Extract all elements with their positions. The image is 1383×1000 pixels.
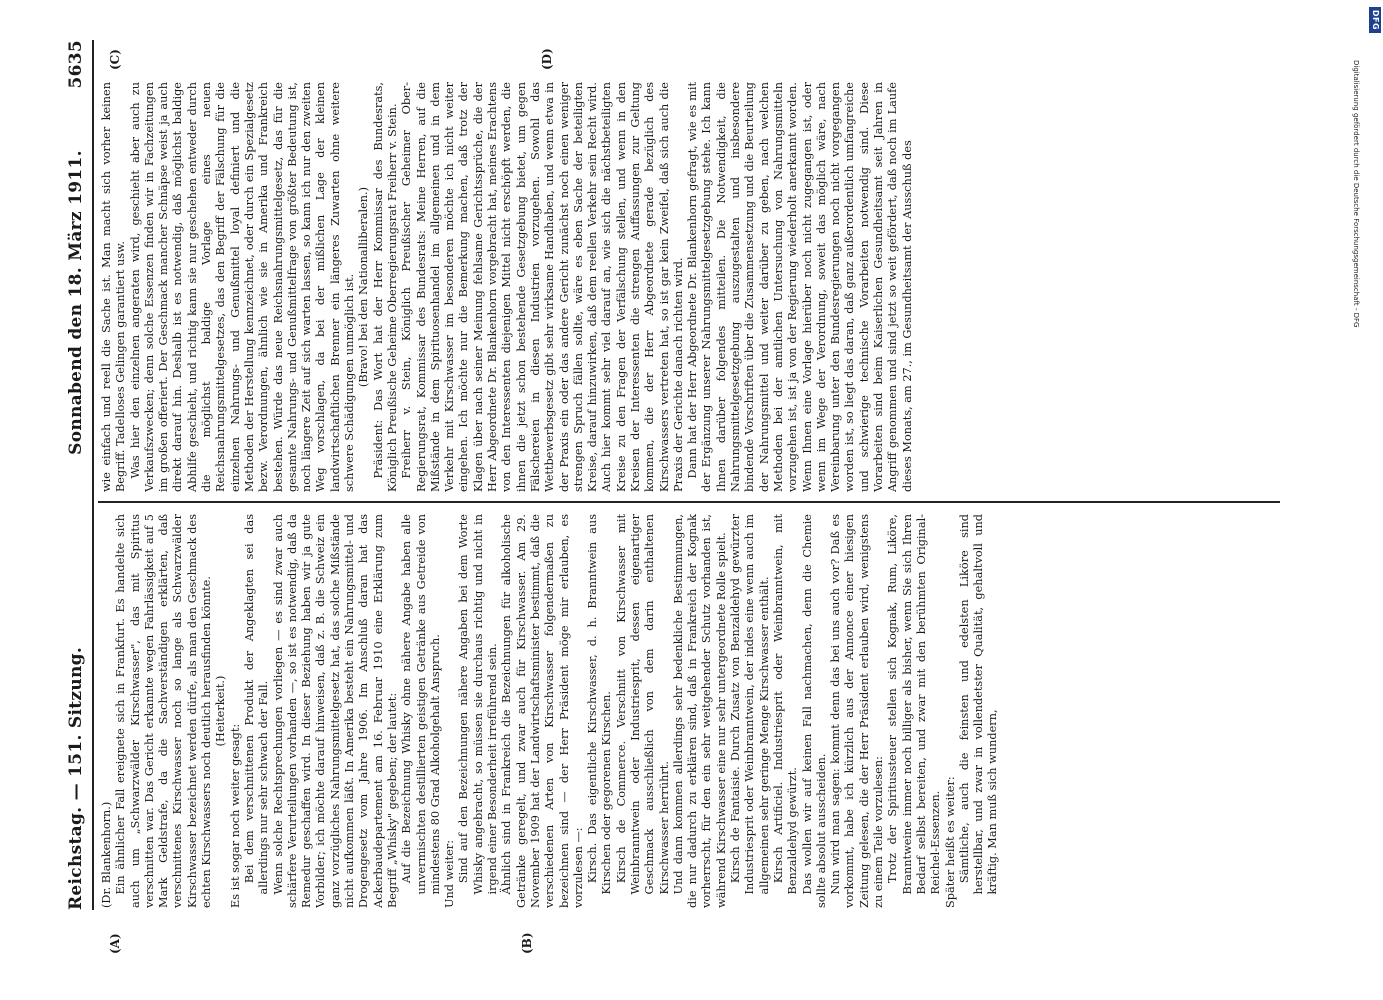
dfg-logo: DFG bbox=[1369, 7, 1381, 33]
left-column-paragraph: Nun wird man sagen: kommt denn das bei uns auch vor? Daß es vorkommt, habe ich kürzlich aus der Annonce einer hiesigen Zeitung gelesen, die der Herr Präsident erlauben wird, wenigstens zu einem Teile vorzulesen: bbox=[829, 514, 886, 908]
right-column-paragraph: (Bravo! bei den Nationalliberalen.) bbox=[357, 186, 371, 388]
margin-marker-a: (A) bbox=[108, 933, 122, 954]
left-column-paragraph: Es ist sogar noch weiter gesagt: bbox=[228, 723, 242, 908]
page-header bbox=[62, 40, 90, 910]
header-session-title: Reichstag. — 151. Sitzung. bbox=[66, 646, 86, 910]
right-column-paragraph: Freiherr v. Stein, Königlich Preußischer Geheimer Ober-Regierungsrat, Kommissar des Bundesrats: Meine Herren, auf die Mißstände in dem Spirituosenhandel im allgemeinen und in dem Verkehr mit Kirschwasser im besonderen möchte ich nicht weiter eingehen. Ich möchte nur die Bemerkung machen, daß trotz der Klagen über nach seiner Meinung fehlsame Gerichtssprüche, die der Herr Abgeordnete Dr. Blankenhorn vorgebracht hat, meines Erachtens von den Interessenten diejenigen Mittel nicht erschöpft werden, die ihnen die jetzt schon bestehende Gesetzgebung bietet, um gegen Fälschereien in diesen Industrien vorzugehen. Sowohl das Wettbewerbsgesetz gibt sehr wirksame Handhaben, und wenn etwa in der Praxis ein oder das andere Gericht zunächst noch einen weniger strengen Spruch fällen sollte, wäre es eben Sache der beteiligten Kreise, darauf hinzuwirken, daß dem reellen Verkehr sein Recht wird. Auch hier kommt sehr viel darauf an, wie sich die nächstbeteiligten Kreise zu den Fragen der Verfälschung stellen, und wenn in den Kreisen der Interessenten die strengen Auffassungen zur Geltung kommen, die der Herr Abgeordnete gerade bezüglich des Kirschwassers vertreten hat, so ist gar kein Zweifel, daß sich auch die Praxis der Gerichte danach richten wird. bbox=[400, 82, 685, 492]
left-column-paragraph: Sind auf den Bezeichnungen nähere Angaben bei dem Worte Whisky angebracht, so müssen sie durchaus richtig und nicht in irgend einer Besonderheit irreführend sein. bbox=[457, 514, 500, 895]
left-column-paragraph: Später heißt es weiter: bbox=[943, 776, 957, 908]
digitization-note: Digitalisierung gefördert durch die Deutsche Forschungsgemeinschaft - DFG bbox=[1352, 60, 1360, 328]
left-column-paragraph: (Heiterkeit.) bbox=[214, 675, 228, 747]
right-column-paragraph: wie einfach und reell die Sache ist. Man macht sich vorher keinen Begriff. Tadelloses Gelingen garantiert usw. bbox=[100, 82, 128, 492]
page-number: 5635 bbox=[66, 40, 86, 89]
left-column-paragraph: Ein ähnlicher Fall ereignete sich in Frankfurt. Es handelte sich auch um „Schwarzwälder Kirschwasser", das mit Spiritus verschnitten war. Das Gericht erkannte wegen Fahrlässigkeit auf 5 Mark Geldstrafe, da die Sachverständigen erklärten, daß verschnittenes Kirschwasser noch so lange als Schwarzwälder Kirschwasser bezeichnet werden dürfe, als man den Geschmack des echten Kirschwassers noch deutlich herausfinden könnte. bbox=[114, 514, 214, 908]
left-column-paragraph: Kirsch. Das eigentliche Kirschwasser, d. h. Branntwein aus Kirschen oder gegorenen Kirschen. bbox=[586, 514, 614, 895]
margin-marker-d: (D) bbox=[540, 48, 554, 70]
margin-marker-b: (B) bbox=[520, 932, 534, 954]
left-column-paragraph: Und weiter: bbox=[443, 839, 457, 908]
header-rule bbox=[92, 40, 94, 910]
header-date: Sonnabend den 18. März 1911. bbox=[66, 150, 86, 455]
column-divider bbox=[98, 501, 1280, 503]
left-column-paragraph: Ähnlich sind in Frankreich die Bezeichnungen für alkoholische Getränke geregelt, und zwar auch für Kirschwasser. Am 29. November 1909 hat der Landwirtschaftsminister bestimmt, daß die verschiedenen Arten von Kirschwasser folgendermaßen zu bezeichnen sind — der Herr Präsident möge mir erlauben, es vorzulesen —: bbox=[500, 514, 585, 908]
left-column-paragraph: Kirsch Artificiel. Industriesprit oder Weinbranntwein, mit Benzaldehyd gewürzt. bbox=[771, 514, 800, 895]
left-column-paragraph: Trotz der Spiritussteuer stellen sich Kognak, Rum, Liköre, Branntweine immer noch billiger als bisher, wenn Sie sich Ihren Bedarf selbst bereiten, und zwar mit den berühmten Original-Reichel-Essenzen. bbox=[886, 514, 943, 895]
right-text-column bbox=[100, 82, 1280, 492]
margin-marker-c: (C) bbox=[108, 49, 122, 70]
left-column-paragraph: Bei dem verschnittenen Produkt der Angeklagten sei das allerdings nur sehr schwach der Fall. bbox=[242, 514, 271, 895]
left-column-paragraph: Kirsch de Commerce. Verschnitt von Kirschwasser mit Weinbranntwein oder Industriesprit, dessen eigenartiger Geschmack ausschließlich von dem darin enthaltenen Kirschwasser herrührt. bbox=[614, 514, 671, 895]
right-column-paragraph: Präsident: Das Wort hat der Herr Kommissar des Bundesrats, Königlich Preußische Geheime Oberregierungsrat Freiherr v. Stein. bbox=[371, 82, 399, 492]
left-text-column bbox=[100, 514, 1280, 908]
left-column-paragraph: Das wollen wir auf keinen Fall nachmachen, denn die Chemie sollte absolut ausscheiden. bbox=[800, 514, 828, 908]
left-column-paragraph: Auf die Bezeichnung Whisky ohne nähere Angabe haben alle unvermischten destillierten geistigen Getränke aus Getreide von mindestens 80 Grad Alkoholgehalt Anspruch. bbox=[400, 514, 442, 895]
left-column-paragraph: Und dann kommen allerdings sehr bedenkliche Bestimmungen, die nur dadurch zu erklären sind, daß in Frankreich der Kognak vorherrscht, für den ein sehr weitgehender Schutz vorhanden ist, während Kirschwasser eine nur sehr untergeordnete Rolle spielt. bbox=[671, 514, 728, 908]
right-column-paragraph: Dann hat der Herr Abgeordnete Dr. Blankenhorn gefragt, wie es mit der Ergänzung unserer Nahrungsmittelgesetzgebung stehe. Ich kann Ihnen darüber folgendes mitteilen. Die Notwendigkeit, die Nahrungsmittelgesetzgebung auszugestalten und insbesondere bindende Vorschriften über die Zusammensetzung und die Beurteilung der Nahrungsmittel und weiter darüber zu geben, nach welchen Methoden bei der amtlichen Untersuchung von Nahrungsmitteln vorzugehen ist, ist ja von der Regierung wiederholt anerkannt worden. Wenn Ihnen eine Vorlage hierüber noch nicht zugegangen ist, oder wenn im Wege der Verordnung, soweit das möglich wäre, nach Vereinbarung unter den Bundesregierungen noch nicht vorgegangen worden ist, so liegt das daran, daß ganz außerordentlich umfangreiche und schwierige technische Vorarbeiten notwendig sind. Diese Vorarbeiten sind beim Kaiserlichen Gesundheitsamt seit Jahren in Angriff genommen und sind jetzt so weit gefördert, daß noch im Laufe dieses Monats, am 27., im Gesundheitsamt der Ausschuß des bbox=[686, 82, 914, 492]
right-column-paragraph: Was hier den einzelnen angeraten wird, geschieht aber auch zu Verkaufszwecken; denn solche Essenzen finden wir in Fachzeitungen im großen offeriert. Der Geschmack mancher Schnäpse weist ja auch direkt darauf hin. Deshalb ist es notwendig, daß möglichst baldige Abhilfe geschieht, und richtig kann sie nur geschehen entweder durch die möglichst baldige Vorlage eines neuen Reichsnahrungsmittelgesetzes, das den Begriff der Fälschung für die einzelnen Nahrungs- und Genußmittel loyal definiert und die Methoden der Herstellung kennzeichnet, oder durch ein Spezialgesetz bezw. Verordnungen, ähnlich wie sie in Amerika und Frankreich bestehen. Würde das neue Reichsnahrungsmittelgesetz, das für die gesamte Nahrungs- und Genußmittelfrage von größter Bedeutung ist, noch längere Zeit auf sich warten lassen, so kann ich nur den zweiten Weg vorschlagen, da bei der mißlichen Lage der kleinen landwirtschaftlichen Brenner ein längeres Zuwarten ohne weitere schwere Schädigungen unmöglich ist. bbox=[128, 82, 357, 492]
left-column-paragraph: (Dr. Blankenhorn.) bbox=[100, 801, 113, 908]
left-column-paragraph: Sämtliche, auch die feinsten und edelsten Liköre sind herstellbar, und zwar in vollendetster Qualität, gehaltvoll und kräftig. Man muß sich wundern, bbox=[957, 514, 1000, 895]
left-column-paragraph: Kirsch de Fantaisie. Durch Zusatz von Benzaldehyd gewürzter Industriesprit oder Weinbranntwein, der indes eine wenn auch im allgemeinen sehr geringe Menge Kirschwasser enthält. bbox=[729, 514, 771, 895]
left-column-paragraph: Wenn solche Rechtsprechungen vorliegen — es sind zwar auch schärfere Verurteilungen vorhanden —, so ist es notwendig, daß da Remedur geschaffen wird. In dieser Beziehung haben wir ja gute Vorbilder; ich möchte darauf hinweisen, daß z. B. die Schweiz ein ganz vorzügliches Nahrungsmittelgesetz hat, das solche Mißstände nicht aufkommen läßt. In Amerika besteht ein Nahrungsmittel- und Drogengesetz vom Jahre 1906. Im Anschluß daran hat das Ackerbaudepartement am 16. Februar 1910 eine Erklärung zum Begriff „Whisky" gegeben; der lautet: bbox=[271, 514, 399, 908]
